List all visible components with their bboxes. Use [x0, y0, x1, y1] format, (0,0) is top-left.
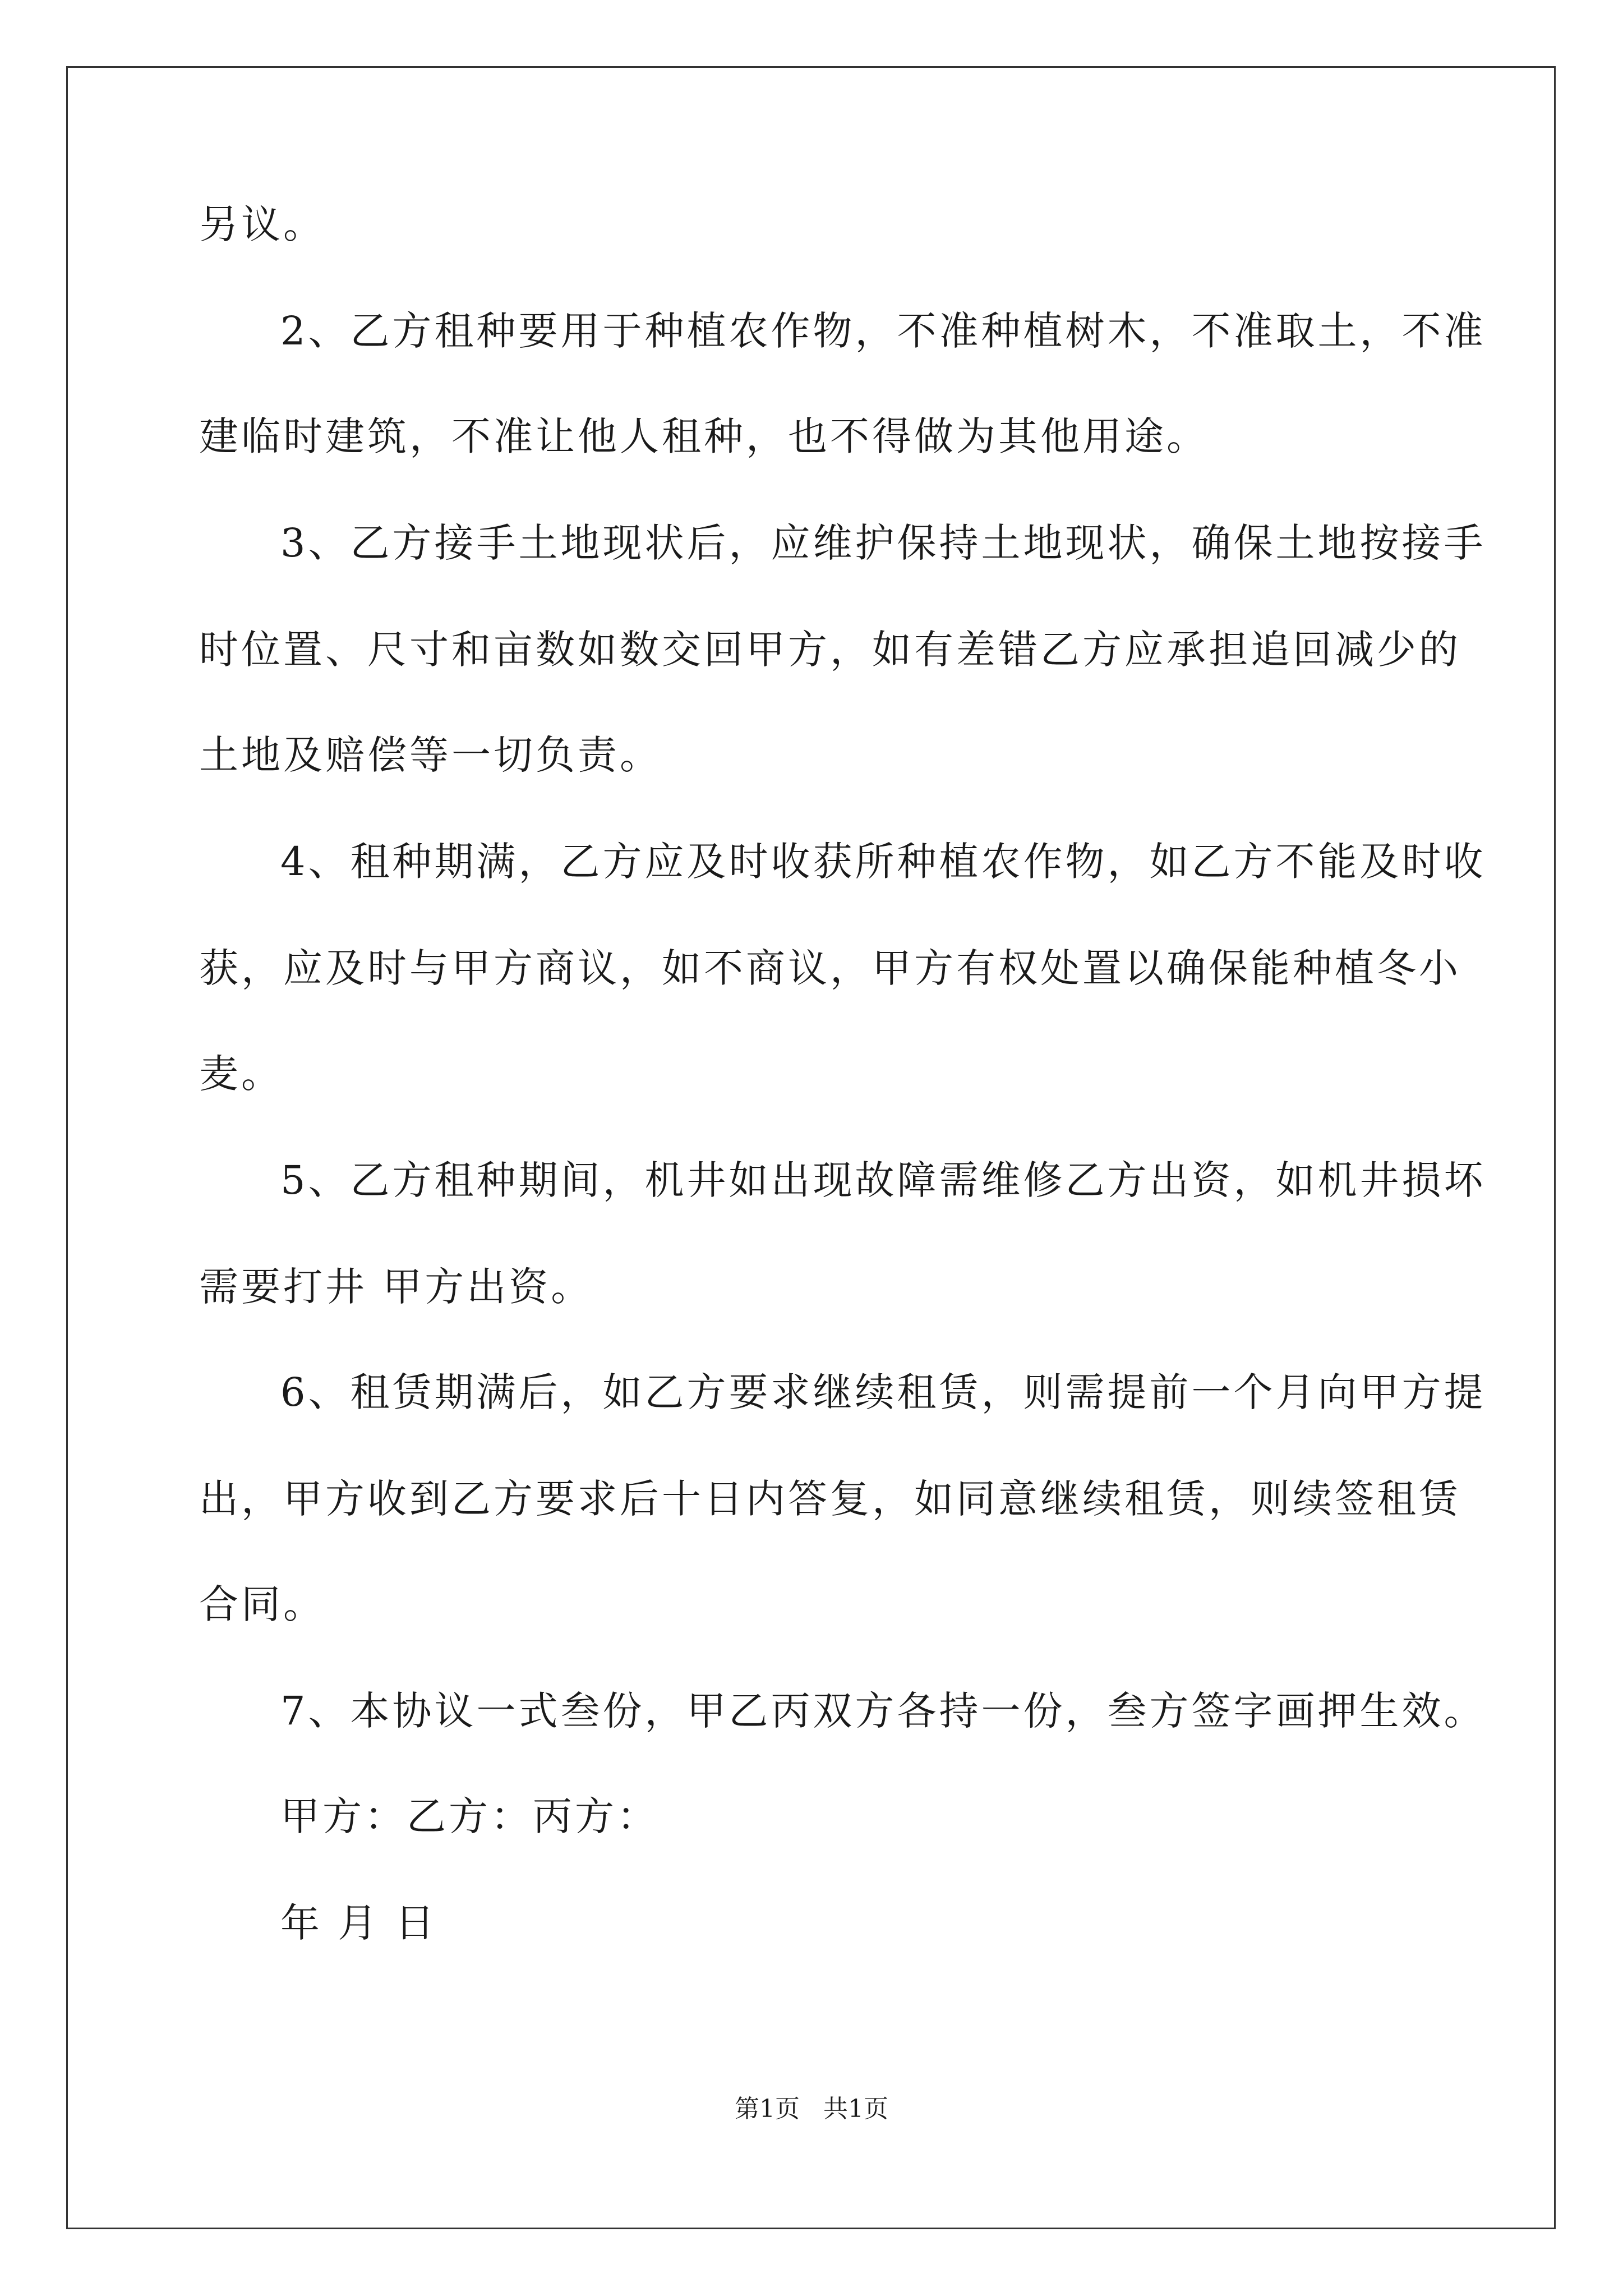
signature-date: 年 月 日 — [280, 1900, 437, 1946]
clause-6-line-2: 出，甲方收到乙方要求后十日内答复，如同意继续租赁，则续签租赁 — [199, 1476, 1461, 1522]
clause-5-line-2: 需要打井 甲方出资。 — [199, 1264, 593, 1310]
signature-parties: 甲方：乙方：丙方： — [280, 1793, 659, 1839]
clause-4-line-3: 麦。 — [199, 1051, 283, 1097]
clause-2-line-2: 建临时建筑，不准让他人租种，也不得做为其他用途。 — [199, 413, 1209, 459]
page-footer: 第1页 共1页 — [735, 2095, 888, 2123]
clause-3-line-1: 3、乙方接手土地现状后，应维护保持土地现状，确保土地按接手 — [280, 520, 1486, 566]
clause-3-line-2: 时位置、尺寸和亩数如数交回甲方，如有差错乙方应承担追回减少的 — [199, 627, 1461, 673]
text-line: 另议。 — [199, 201, 325, 247]
clause-4-line-1: 4、租种期满，乙方应及时收获所种植农作物，如乙方不能及时收 — [280, 839, 1486, 885]
clause-6-line-3: 合同。 — [199, 1581, 325, 1627]
clause-7-line-1: 7、本协议一式叁份，甲乙丙双方各持一份，叁方签字画押生效。 — [280, 1688, 1486, 1734]
clause-2-line-1: 2、乙方租种要用于种植农作物，不准种植树木，不准取土，不准 — [280, 308, 1486, 354]
clause-3-line-3: 土地及赔偿等一切负责。 — [199, 732, 662, 778]
clause-6-line-1: 6、租赁期满后，如乙方要求继续租赁，则需提前一个月向甲方提 — [280, 1369, 1486, 1415]
clause-4-line-2: 获，应及时与甲方商议，如不商议，甲方有权处置以确保能种植冬小 — [199, 945, 1461, 991]
clause-5-line-1: 5、乙方租种期间，机井如出现故障需维修乙方出资，如机井损坏 — [280, 1157, 1486, 1203]
